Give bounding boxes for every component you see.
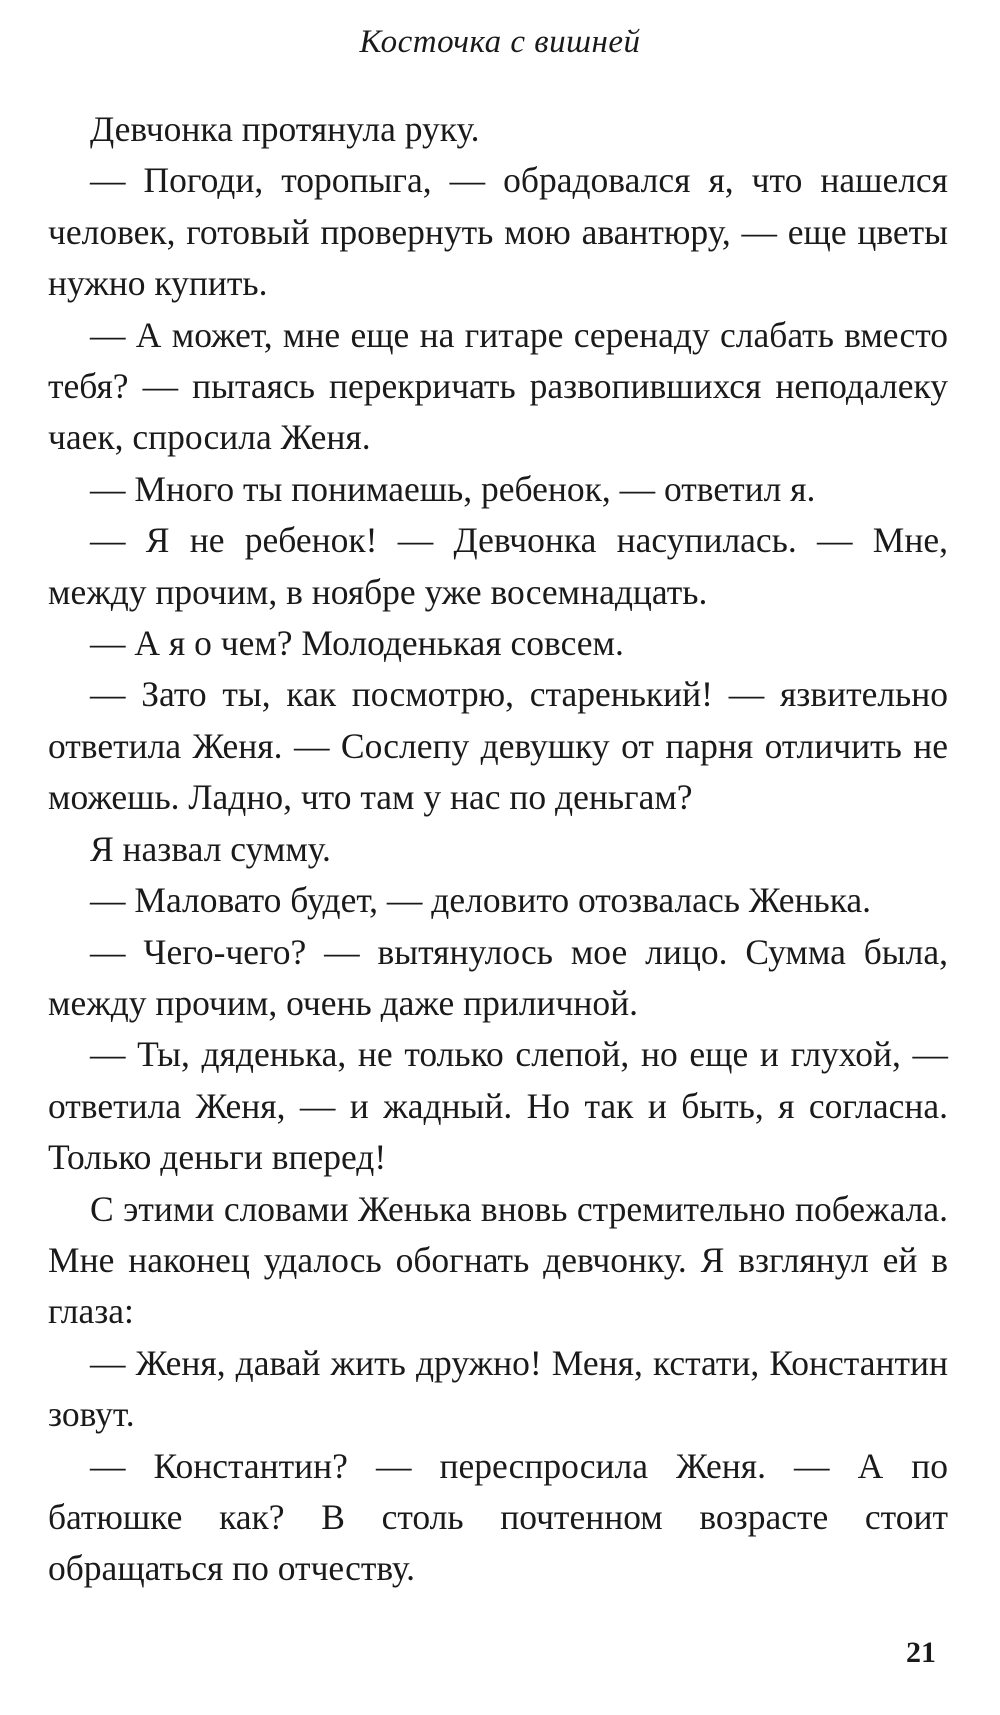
paragraph: — Зато ты, как посмотрю, старенький! — язвительно ответила Женя. — Сослепу девушку от парня отличить не можешь. Ладно, что там у нас по деньгам? bbox=[48, 674, 948, 818]
paragraph: — Женя, давай жить дружно! Меня, кстати, Константин зовут. bbox=[48, 1342, 948, 1435]
paragraph: — А я о чем? Молоденькая совсем. bbox=[90, 623, 624, 664]
paragraph: Девчонка протянула руку. bbox=[90, 109, 480, 149]
paragraph: — Ты, дяденька, не только слепой, но еще и глухой, — ответила Женя, — и жадный. Но так и быть, я согласна. Только деньги вперед! bbox=[48, 1034, 948, 1178]
running-header: Косточка с вишней bbox=[359, 24, 641, 60]
paragraph: — Константин? — переспросила Женя. — А по батюшке как? В столь почтенном возрасте стоит обращаться по отчеству. bbox=[48, 1445, 948, 1589]
paragraph: — Погоди, торопыга, — обрадовался я, что нашелся человек, готовый провернуть мою авантюру, — еще цветы нужно купить. bbox=[48, 160, 948, 304]
paragraph: — Чего-чего? — вытянулось мое лицо. Сумма была, между прочим, очень даже приличной. bbox=[48, 931, 948, 1023]
page-number: 21 bbox=[906, 1636, 936, 1669]
body-text bbox=[48, 104, 948, 1595]
paragraph: — А может, мне еще на гитаре серенаду слабать вместо тебя? — пытаясь перекричать развопившихся неподалеку чаек, спросила Женя. bbox=[48, 314, 948, 458]
paragraph: С этими словами Женька вновь стремительно побежала. Мне наконец удалось обогнать девчонку. Я взглянул ей в глаза: bbox=[48, 1188, 948, 1332]
paragraph: — Много ты понимаешь, ребенок, — ответил я. bbox=[90, 468, 816, 509]
paragraph: Я назвал сумму. bbox=[90, 828, 331, 869]
paragraph: — Маловато будет, — деловито отозвалась Женька. bbox=[90, 880, 872, 921]
paragraph: — Я не ребенок! — Девчонка насупилась. — Мне, между прочим, в ноябре уже восемнадцать. bbox=[48, 520, 948, 612]
